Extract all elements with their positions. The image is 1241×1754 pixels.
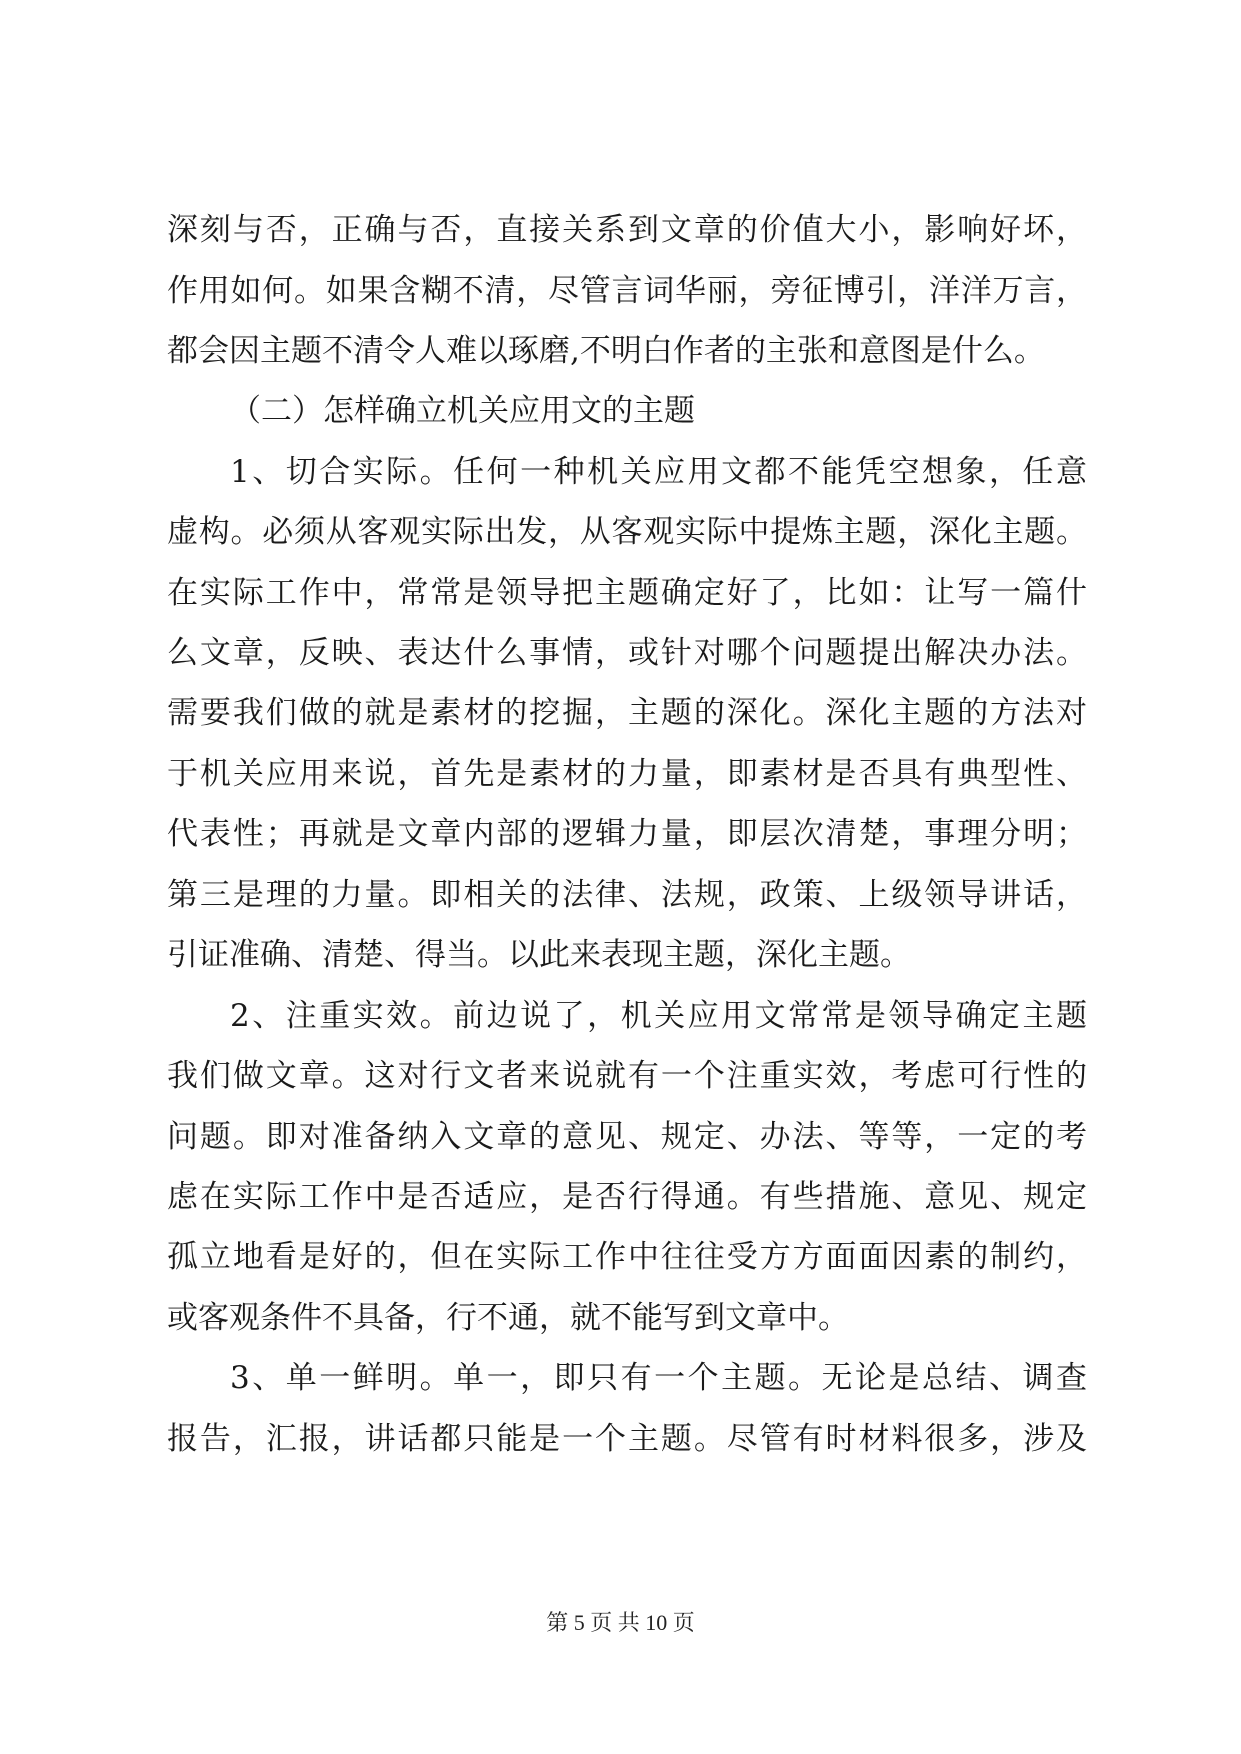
body-line: 深刻与否，正确与否，直接关系到文章的价值大小，影响好坏， [167,212,1087,248]
body-line: 都会因主题不清令人难以琢磨,不明白作者的主张和意图是什么。 [167,333,1045,369]
section-heading: （二）怎样确立机关应用文的主题 [230,393,695,429]
body-line: 虑在实际工作中是否适应，是否行得通。有些措施、意见、规定 [167,1179,1087,1215]
body-line: 虚构。必须从客观实际出发，从客观实际中提炼主题，深化主题。 [167,514,1087,550]
body-line: 引证准确、清楚、得当。以此来表现主题，深化主题。 [167,937,911,973]
body-line: 问题。即对准备纳入文章的意见、规定、办法、等等，一定的考 [167,1119,1087,1155]
body-line: 么文章，反映、表达什么事情，或针对哪个问题提出解决办法。 [167,635,1087,671]
paragraph-first-line: 1、切合实际。任何一种机关应用文都不能凭空想象，任意 [230,454,1087,490]
body-line: 或客观条件不具备，行不通，就不能写到文章中。 [167,1300,849,1336]
page-number-footer: 第 5 页 共 10 页 [546,1610,695,1635]
body-line: 代表性；再就是文章内部的逻辑力量，即层次清楚，事理分明； [167,816,1087,852]
paragraph-first-line: 3、单一鲜明。单一，即只有一个主题。无论是总结、调查 [230,1360,1087,1396]
body-line: 孤立地看是好的，但在实际工作中往往受方方面面因素的制约， [167,1239,1087,1275]
body-line: 作用如何。如果含糊不清，尽管言词华丽，旁征博引，洋洋万言， [167,273,1087,309]
body-line: 报告，汇报，讲话都只能是一个主题。尽管有时材料很多，涉及 [167,1421,1087,1457]
body-line: 在实际工作中，常常是领导把主题确定好了，比如：让写一篇什 [167,575,1087,611]
paragraph-first-line: 2、注重实效。前边说了，机关应用文常常是领导确定主题 [230,998,1087,1034]
body-line: 于机关应用来说，首先是素材的力量，即素材是否具有典型性、 [167,756,1087,792]
body-line: 需要我们做的就是素材的挖掘，主题的深化。深化主题的方法对 [167,695,1087,731]
body-line: 第三是理的力量。即相关的法律、法规，政策、上级领导讲话， [167,877,1087,913]
body-line: 我们做文章。这对行文者来说就有一个注重实效，考虑可行性的 [167,1058,1087,1094]
